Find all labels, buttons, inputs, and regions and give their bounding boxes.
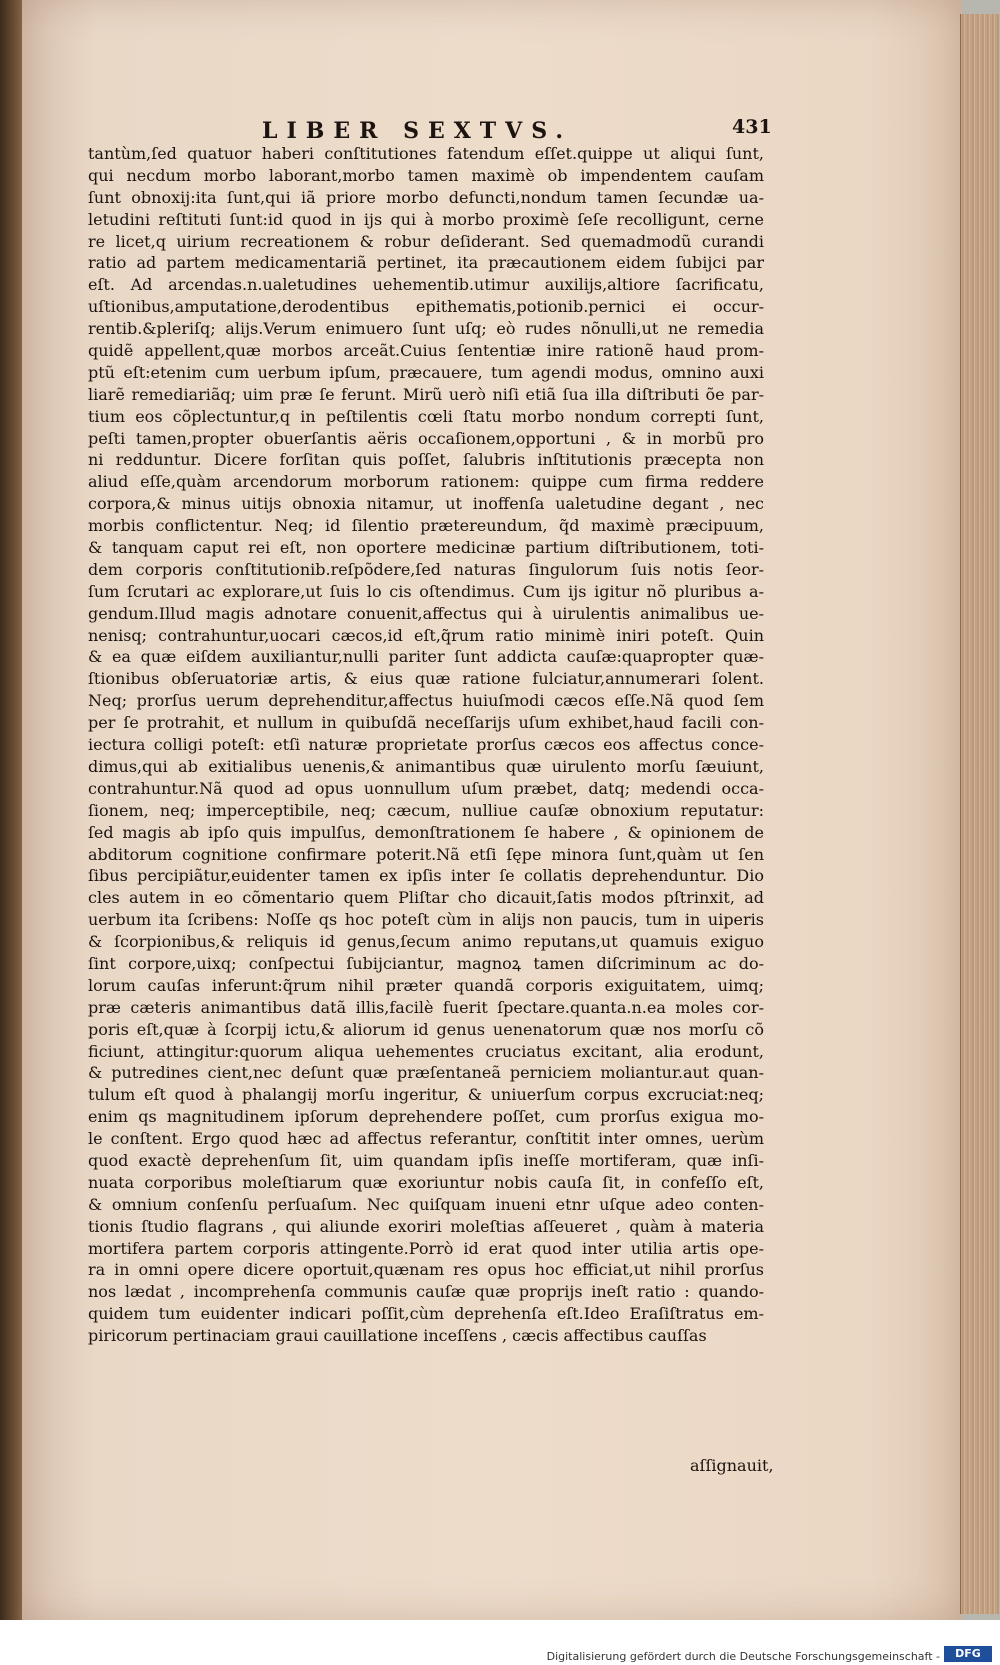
text-line: poris eſt,quæ à ſcorpij ictu,& aliorum id genus uenenatorum quæ nos morſu cõ: [88, 1019, 764, 1039]
text-line: tantùm,ſed quatuor haberi conſtitutiones fatendum eſſet.quippe ut aliqui ſunt,: [88, 144, 764, 163]
digitization-credit: Digitalisierung gefördert durch die Deutsche Forschungsgemeinschaft -: [546, 1650, 940, 1663]
text-line: gendum.Illud magis adnotare conuenit,affectus qui à uirulentis animalibus ue-: [88, 603, 764, 623]
body-text: [88, 143, 764, 1347]
text-line: lorum cauſas inferunt:q̃rum nihil præter quandã corporis exiguitatem, uimq;: [88, 975, 764, 995]
text-line: ptũ eſt:etenim cum uerbum ipſum, præcauere, tum agendi modus, omnino auxi: [88, 362, 764, 382]
text-line: dimus,qui ab exitialibus uenenis,& animantibus quæ uirulento morſu ſæuiunt,: [88, 756, 764, 776]
text-line: peſti tamen,propter obuerſantis aëris occaſionem,opportuni , & in morbũ pro: [88, 428, 764, 448]
text-line: & ſcorpionibus,& reliquis id genus,ſecum animo reputans,ut quamuis exiguo: [88, 932, 764, 952]
text-line: quidem tum euidenter indicari poſſit,cùm deprehenſa eſt.Ideo Eraſiſtratus em-: [88, 1304, 764, 1324]
text-line: ni redduntur. Dicere forſitan quis poſſet, ſalubris inſtitutionis præcepta non: [88, 450, 764, 470]
text-line: ſed magis ab ipſo quis impulſus, demonſtrationem ſe habere , & opinionem de: [88, 822, 764, 842]
text-line: & putredines cient,nec deſunt quæ præſentaneã perniciem moliantur.aut quan-: [88, 1063, 764, 1083]
text-line: nos lædat , incomprehenſa communis cauſæ quæ proprijs ineſt ratio : quando-: [88, 1282, 764, 1302]
text-line: abditorum cognitione confirmare poterit.Nã etſi ſępe minora ſunt,quàm ut ſen: [88, 844, 764, 864]
text-line: nuata corporibus moleſtiarum quæ exoriuntur nobis cauſa ſit, in confeſſo eſt,: [88, 1172, 764, 1192]
text-line: ficiunt, attingitur:quorum aliqua uehementes cruciatus excitant, alia erodunt,: [88, 1041, 764, 1061]
page-edges: [960, 14, 999, 1614]
text-line: ſibus percipiãtur,euidenter tamen ex ipſis inter ſe collatis deprehenduntur. Dio: [88, 866, 764, 886]
text-line: le conſtent. Ergo quod hæc ad affectus referantur, conſtitit inter omnes, uerùm: [88, 1129, 764, 1149]
text-line: ſtionibus obſeruatoriæ artis, & eius quæ ratione fulciatur,annumerari ſolent.: [88, 669, 764, 689]
text-line: rentib.&pleriſq; alijs.Verum enimuero ſunt uſq; eò rudes nõnulli,ut ne remedia: [88, 319, 764, 339]
text-line: mortifera partem corporis attingente.Porrò id erat quod inter utilia artis ope-: [88, 1238, 764, 1258]
dfg-logo: DFG: [944, 1646, 992, 1662]
text-line: morbis conflictentur. Neq; id ſilentio prætereundum, q̃d maximè præcipuum,: [88, 516, 764, 536]
text-line: eſt. Ad arcendas.n.ualetudines uehementib.utimur auxilijs,altiore ſacrificatu,: [88, 275, 764, 295]
text-line: enim qs magnitudinem ipſorum deprehendere poſſet, cum prorſus exigua mo-: [88, 1107, 764, 1127]
text-line: dem corporis conſtitutionib.reſpõdere,ſed naturas ſingulorum ſuis notis ſeor-: [88, 559, 764, 579]
text-line: tulum eſt quod à phalangij morſu ingeritur, & uniuerſum corpus excruciat:neq;: [88, 1085, 764, 1105]
text-line: nenisq; contrahuntur,uocari cæcos,id eſt,q̃rum ratio minimè iniri poteſt. Quin: [88, 625, 764, 645]
text-line: ſum ſcrutari ac explorare,ut ſuis lo cis oſtendimus. Cum ijs igitur nõ pluribus a-: [88, 581, 764, 601]
text-line: quidẽ appellent,quæ morbos arceãt.Cuius ſententiæ inire rationẽ haud prom-: [88, 341, 764, 361]
text-line: uerbum ita ſcribens: Noſſe qs hoc poteſt cùm in alijs non paucis, tum in uiperis: [88, 910, 764, 930]
text-line: Neq; prorſus uerum deprehenditur,affectus huiuſmodi cæcos eſſe.Nã quod ſem: [88, 691, 764, 711]
text-line: re licet,q uirium recreationem & robur deſiderant. Sed quemadmodũ curandi: [88, 231, 764, 251]
text-line: præ cæteris animantibus datã illis,facilè fuerit ſpectare.quanta.n.ea moles cor-: [88, 997, 764, 1017]
text-line: piricorum pertinaciam graui cauillatione inceſſens , cæcis affectibus cauſſas: [88, 1326, 707, 1346]
footer-strip: [0, 1620, 1000, 1665]
text-line: & ea quæ eiſdem auxiliantur,nulli pariter ſunt addicta cauſæ:quapropter quæ-: [88, 647, 764, 667]
text-line: uſtionibus,amputatione,derodentibus epithematis,potionib.pernici ei occur-: [88, 297, 764, 317]
text-line: corpora,& minus uitijs obnoxia nitamur, ut inoffenſa ualetudine degant , nec: [88, 494, 764, 514]
text-line: ſint corpore,uixq; conſpectui ſubijciantur, magnoꝝ tamen diſcriminum ac do-: [88, 953, 764, 973]
catchword: aſſignauit,: [690, 1456, 774, 1475]
text-line: ſunt obnoxij:ita ſunt,qui iã priore morbo defuncti,nondum tamen ſecundæ ua-: [88, 187, 764, 207]
text-line: per ſe protrahit, et nullum in quibuſdã neceſſarijs uſum exhibet,haud facili con-: [88, 713, 764, 733]
text-line: qui necdum morbo laborant,morbo tamen maximè ob impendentem cauſam: [88, 165, 764, 185]
text-line: ra in omni opere dicere oportuit,quænam res opus hoc efficiat,ut nihil prorſus: [88, 1260, 764, 1280]
text-line: & tanquam caput rei eſt, non oportere medicinæ partium diſtributionem, toti-: [88, 538, 764, 558]
text-line: quod exactè deprehenſum ſit, uim quandam ipſis ineſſe mortiferam, quæ inſi-: [88, 1150, 764, 1170]
text-line: contrahuntur.Nã quod ad opus uonnullum uſum præbet, datq; medendi occa-: [88, 778, 764, 798]
text-line: letudini reſtituti ſunt:id quod in ijs qui à morbo proximè ſeſe recolligunt, cerne: [88, 209, 764, 229]
text-line: ratio ad partem medicamentariã pertinet, ita præcautionem eidem ſubijci par: [88, 253, 764, 273]
book-binding: [0, 0, 24, 1620]
text-line: tium eos cõplectuntur,q in peſtilentis cœli ſtatu morbo nondum correpti ſunt,: [88, 406, 764, 426]
text-line: cles autem in eo cõmentario quem Pliſtar cho dicauit,ſatis modos pſtrinxit, ad: [88, 888, 764, 908]
text-line: & omnium conſenſu perſuaſum. Nec quiſquam inueni etnr uſque adeo conten-: [88, 1194, 764, 1214]
text-line: aliud eſſe,quàm arcendorum morborum rationem: quippe cum firma reddere: [88, 472, 764, 492]
page-number: 431: [732, 116, 772, 138]
running-title: LIBER SEXTVS.: [262, 118, 572, 144]
text-line: iectura colligi poteſt: etſi naturæ proprietate prorſus cæcos eos affectus conce-: [88, 735, 764, 755]
text-line: ſionem, neq; imperceptibile, neq; cæcum, nulliue cauſæ obnoxium reputatur:: [88, 800, 764, 820]
text-line: tionis ſtudio flagrans , qui aliunde exoriri moleſtias aſſeueret , quàm à materia: [88, 1216, 764, 1236]
text-line: liarẽ remediariãq; uim præ ſe ferunt. Mirũ uerò niſi etiã ſua illa diſtributi õe par-: [88, 384, 764, 404]
